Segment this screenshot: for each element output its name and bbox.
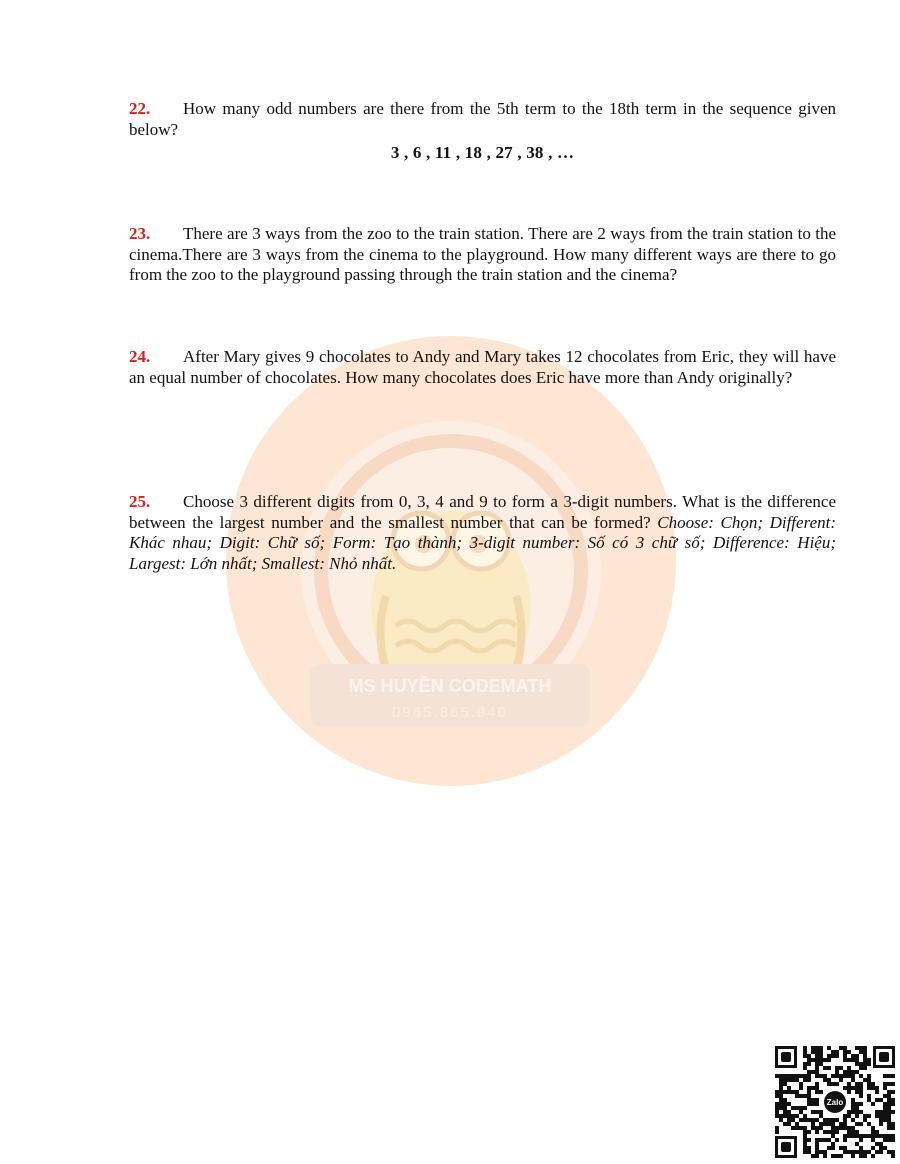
- qr-finder-top-right: [873, 1046, 895, 1068]
- qr-finder-bottom-left: [775, 1136, 797, 1158]
- zalo-qr-code[interactable]: [775, 1046, 895, 1158]
- question-text: There are 3 ways from the zoo to the train station. There are 2 ways from the train station to the cinema.There are 3 ways from the cinema to the playground. How many different ways are there to go from the zoo to the playground passing through the train station and the cinema?: [129, 224, 836, 284]
- question-text: How many odd numbers are there from the 5th term to the 18th term in the sequence given below?: [129, 99, 836, 139]
- zalo-label: Zalo: [826, 1098, 844, 1107]
- question-number: 24.: [129, 347, 151, 366]
- number-sequence: 3 , 6 , 11 , 18 , 27 , 38 , …: [390, 143, 575, 162]
- question-22: [129, 99, 836, 164]
- vocabulary-glossary: Choose: Chọn; Different: Khác nhau; Digit: Chữ số; Form: Tạo thành; 3-digit number: Số có 3 chữ số; Difference: Hiệu; Largest: Lớn nhất; Smallest: Nhỏ nhất.: [129, 512, 836, 573]
- question-23: [129, 224, 836, 286]
- watermark-brand: MS HUYỀN CODEMATH: [348, 676, 552, 696]
- watermark-phone: 0965.865.940: [392, 704, 508, 721]
- question-number: 25.: [129, 492, 151, 511]
- question-number: 23.: [129, 224, 151, 243]
- question-number: 22.: [129, 99, 151, 118]
- question-text: Choose 3 different digits from 0, 3, 4 and 9 to form a 3-digit numbers. What is the difference between the largest number and the smallest number that can be formed?: [129, 492, 836, 532]
- qr-finder-top-left: [775, 1046, 797, 1068]
- question-25: [129, 492, 836, 574]
- question-24: [129, 347, 836, 388]
- question-text: After Mary gives 9 chocolates to Andy and Mary takes 12 chocolates from Eric, they will have an equal number of chocolates. How many chocolates does Eric have more than Andy originally?: [129, 347, 836, 387]
